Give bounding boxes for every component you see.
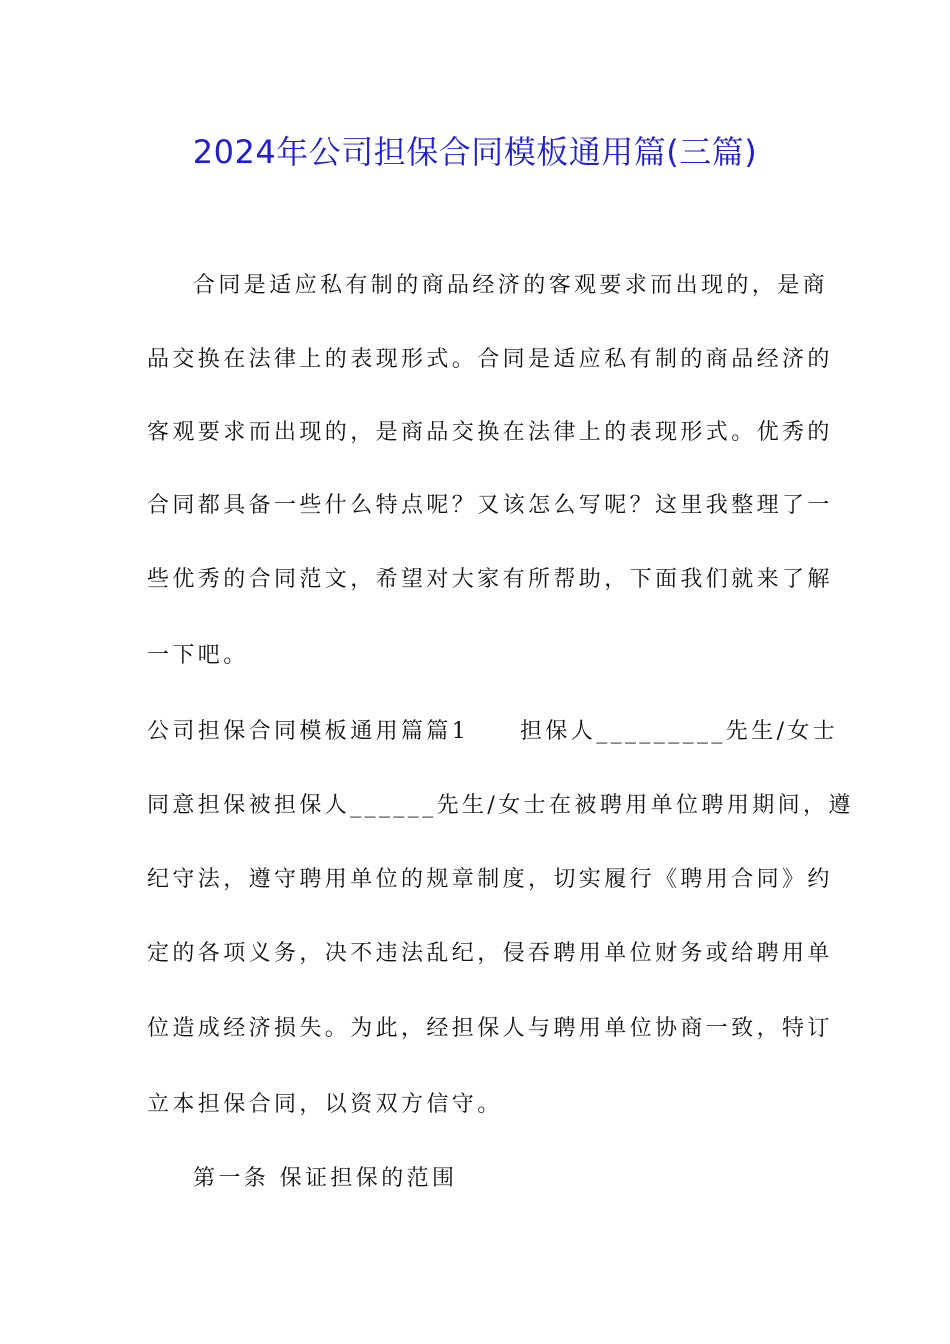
section1-line: 同意担保被担保人______先生/女士在被聘用单位聘用期间，遵 — [147, 793, 854, 818]
intro-line: 合同都具备一些什么特点呢？又该怎么写呢？这里我整理了一 — [147, 493, 833, 518]
section1-line: 纪守法，遵守聘用单位的规章制度，切实履行《聘用合同》约 — [147, 867, 833, 892]
intro-line: 一下吧。 — [147, 643, 249, 668]
section1-line: 立本担保合同，以资双方信守。 — [147, 1092, 503, 1117]
intro-line: 合同是适应私有制的商品经济的客观要求而出现的，是商 — [193, 273, 829, 298]
intro-line: 品交换在法律上的表现形式。合同是适应私有制的商品经济的 — [147, 347, 833, 372]
article-heading: 第一条 保证担保的范围 — [193, 1166, 458, 1191]
intro-line: 些优秀的合同范文，希望对大家有所帮助，下面我们就来了解 — [147, 567, 833, 592]
section1-line: 位造成经济损失。为此，经担保人与聘用单位协商一致，特订 — [147, 1016, 833, 1041]
intro-line: 客观要求而出现的，是商品交换在法律上的表现形式。优秀的 — [147, 420, 833, 445]
section1-line: 公司担保合同模板通用篇篇1 担保人_________先生/女士 — [147, 719, 839, 744]
document-title: 2024年公司担保合同模板通用篇(三篇) — [192, 133, 758, 171]
section1-line: 定的各项义务，决不违法乱纪，侵吞聘用单位财务或给聘用单 — [147, 941, 833, 966]
